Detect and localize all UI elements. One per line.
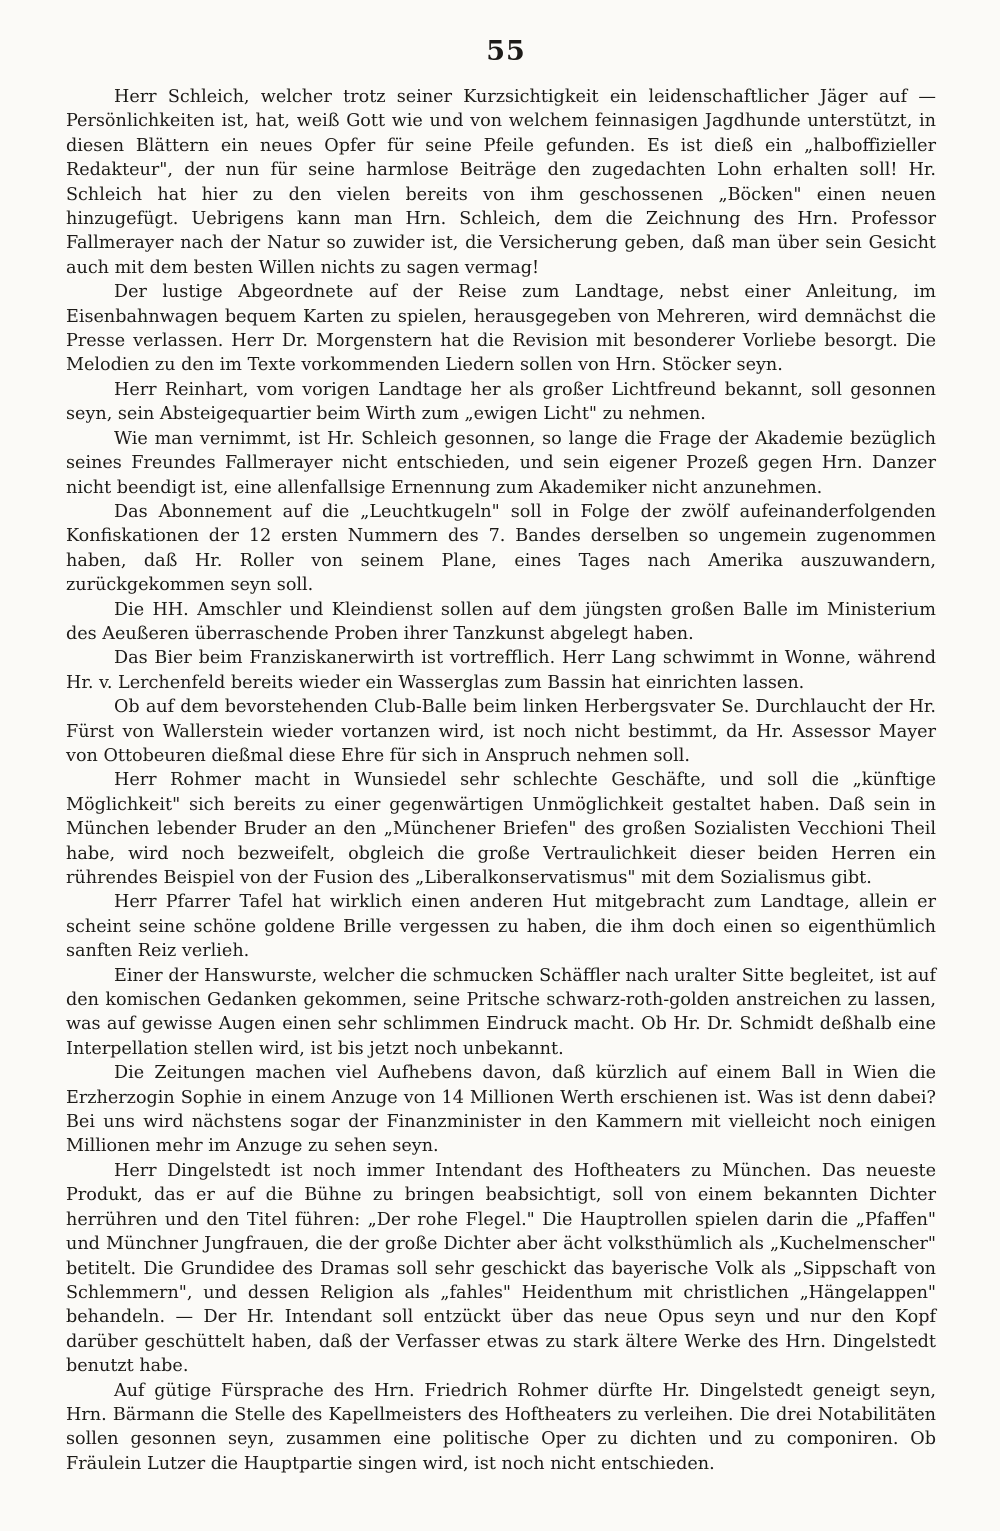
paragraph: Die HH. Amschler und Kleindienst sollen auf dem jüngsten großen Balle im Ministerium des Aeußeren überraschende Proben ihrer Tanzkunst abgelegt haben.: [66, 599, 936, 644]
article-body: [66, 85, 936, 1476]
page-number: 55: [486, 36, 526, 67]
paragraph: Herr Dingelstedt ist noch immer Intendant des Hoftheaters zu München. Das neueste Produkt, das er auf die Bühne zu bringen beabsichtigt, soll von einem bekannten Dichter herrühren und den Titel führen: „Der rohe Flegel." Die Hauptrollen spielen darin die „Pfaffen" und Münchner Jungfrauen, die der große Dichter aber ächt volksthümlich als „Kuchelmenscher" betitelt. Die Grundidee des Dramas soll sehr geschickt das bayerische Volk als „Sippschaft von Schlemmern", und dessen Religion als „fahles" Heidenthum mit christlichen „Hängelappen" behandeln. — Der Hr. Intendant soll entzückt über das neue Opus seyn und nur den Kopf darüber geschüttelt haben, daß der Verfasser etwas zu stark ältere Werke des Hrn. Dingelstedt benutzt habe.: [66, 1160, 936, 1377]
paragraph: Die Zeitungen machen viel Aufhebens davon, daß kürzlich auf einem Ball in Wien die Erzherzogin Sophie in einem Anzuge von 14 Millionen Werth erschienen ist. Was ist denn dabei? Bei uns wird nächstens sogar der Finanzminister in den Kammern mit vielleicht noch einigen Millionen mehr im Anzuge zu sehen seyn.: [66, 1063, 936, 1157]
paragraph: Ob auf dem bevorstehenden Club-Balle beim linken Herbergsvater Se. Durchlaucht der Hr. Fürst von Wallerstein wieder vortanzen wird, ist noch nicht bestimmt, da Hr. Assessor Mayer von Ottobeuren dießmal diese Ehre für sich in Anspruch nehmen soll.: [66, 697, 936, 766]
paragraph: Das Bier beim Franziskanerwirth ist vortrefflich. Herr Lang schwimmt in Wonne, während Hr. v. Lerchenfeld bereits wieder ein Wasserglas zum Bassin hat einrichten lassen.: [66, 648, 936, 693]
paragraph: Einer der Hanswurste, welcher die schmucken Schäffler nach uralter Sitte begleitet, ist auf den komischen Gedanken gekommen, seine Pritsche schwarz-roth-golden anstreichen zu lassen, was auf gewisse Augen einen sehr schlimmen Eindruck macht. Ob Hr. Dr. Schmidt deßhalb eine Interpellation stellen wird, ist bis jetzt noch unbekannt.: [66, 965, 936, 1059]
paragraph: Herr Rohmer macht in Wunsiedel sehr schlechte Geschäfte, und soll die „künftige Möglichkeit" sich bereits zu einer gegenwärtigen Unmöglichkeit gestaltet haben. Daß sein in München lebender Bruder an den „Münchener Briefen" des großen Sozialisten Vecchioni Theil habe, wird noch bezweifelt, obgleich die große Vertraulichkeit dieser beiden Herren ein rührendes Beispiel von der Fusion des „Liberalkonservatismus" mit dem Sozialismus gibt.: [66, 770, 936, 888]
paragraph: Herr Reinhart, vom vorigen Landtage her als großer Lichtfreund bekannt, soll gesonnen seyn, sein Absteigequartier beim Wirth zum „ewigen Licht" zu nehmen.: [66, 379, 936, 425]
paragraph: Herr Schleich, welcher trotz seiner Kurzsichtigkeit ein leidenschaftlicher Jäger auf — Persönlichkeiten ist, hat, weiß Gott wie und von welchem feinnasigen Jagdhunde unterstützt, in diesen Blättern ein neues Opfer für seine Pfeile gefunden. Es ist dieß ein „halboffizieller Redakteur", der nun für seine harmlose Beiträge den zugedachten Lohn erhalten soll! Hr. Schleich hat hier zu den vielen bereits von ihm geschossenen „Böcken" einen neuen hinzugefügt. Uebrigens kann man Hrn. Schleich, dem die Zeichnung des Hrn. Professor Fallmerayer nach der Natur so zuwider ist, die Versicherung geben, daß man über sein Gesicht auch mit dem besten Willen nichts zu sagen vermag!: [66, 87, 936, 278]
paragraph: Das Abonnement auf die „Leuchtkugeln" soll in Folge der zwölf aufeinanderfolgenden Konfiskationen der 12 ersten Nummern des 7. Bandes derselben so ungemein zugenommen haben, daß Hr. Roller von seinem Plane, eines Tages nach Amerika auszuwandern, zurückgekommen seyn soll.: [66, 501, 936, 596]
paragraph: Der lustige Abgeordnete auf der Reise zum Landtage, nebst einer Anleitung, im Eisenbahnwagen bequem Karten zu spielen, herausgegeben von Mehreren, wird demnächst die Presse verlassen. Herr Dr. Morgenstern hat die Revision mit besonderer Vorliebe besorgt. Die Melodien zu den im Texte vorkommenden Liedern sollen von Hrn. Stöcker seyn.: [66, 282, 936, 376]
paragraph: Herr Pfarrer Tafel hat wirklich einen anderen Hut mitgebracht zum Landtage, allein er scheint seine schöne goldene Brille vergessen zu haben, die ihm doch einen so eigenthümlich sanften Reiz verlieh.: [66, 892, 936, 962]
paragraph: Auf gütige Fürsprache des Hrn. Friedrich Rohmer dürfte Hr. Dingelstedt geneigt seyn, Hrn. Bärmann die Stelle des Kapellmeisters des Hoftheaters zu verleihen. Die drei Notabilitäten sollen gesonnen seyn, zusammen eine politische Oper zu dichten und zu componiren. Ob Fräulein Lutzer die Hauptpartie singen wird, ist noch nicht entschieden.: [66, 1380, 936, 1474]
paragraph: Wie man vernimmt, ist Hr. Schleich gesonnen, so lange die Frage der Akademie bezüglich seines Freundes Fallmerayer nicht entschieden, und sein eigener Prozeß gegen Hrn. Danzer nicht beendigt ist, eine allenfallsige Ernennung zum Akademiker nicht anzunehmen.: [66, 428, 936, 498]
